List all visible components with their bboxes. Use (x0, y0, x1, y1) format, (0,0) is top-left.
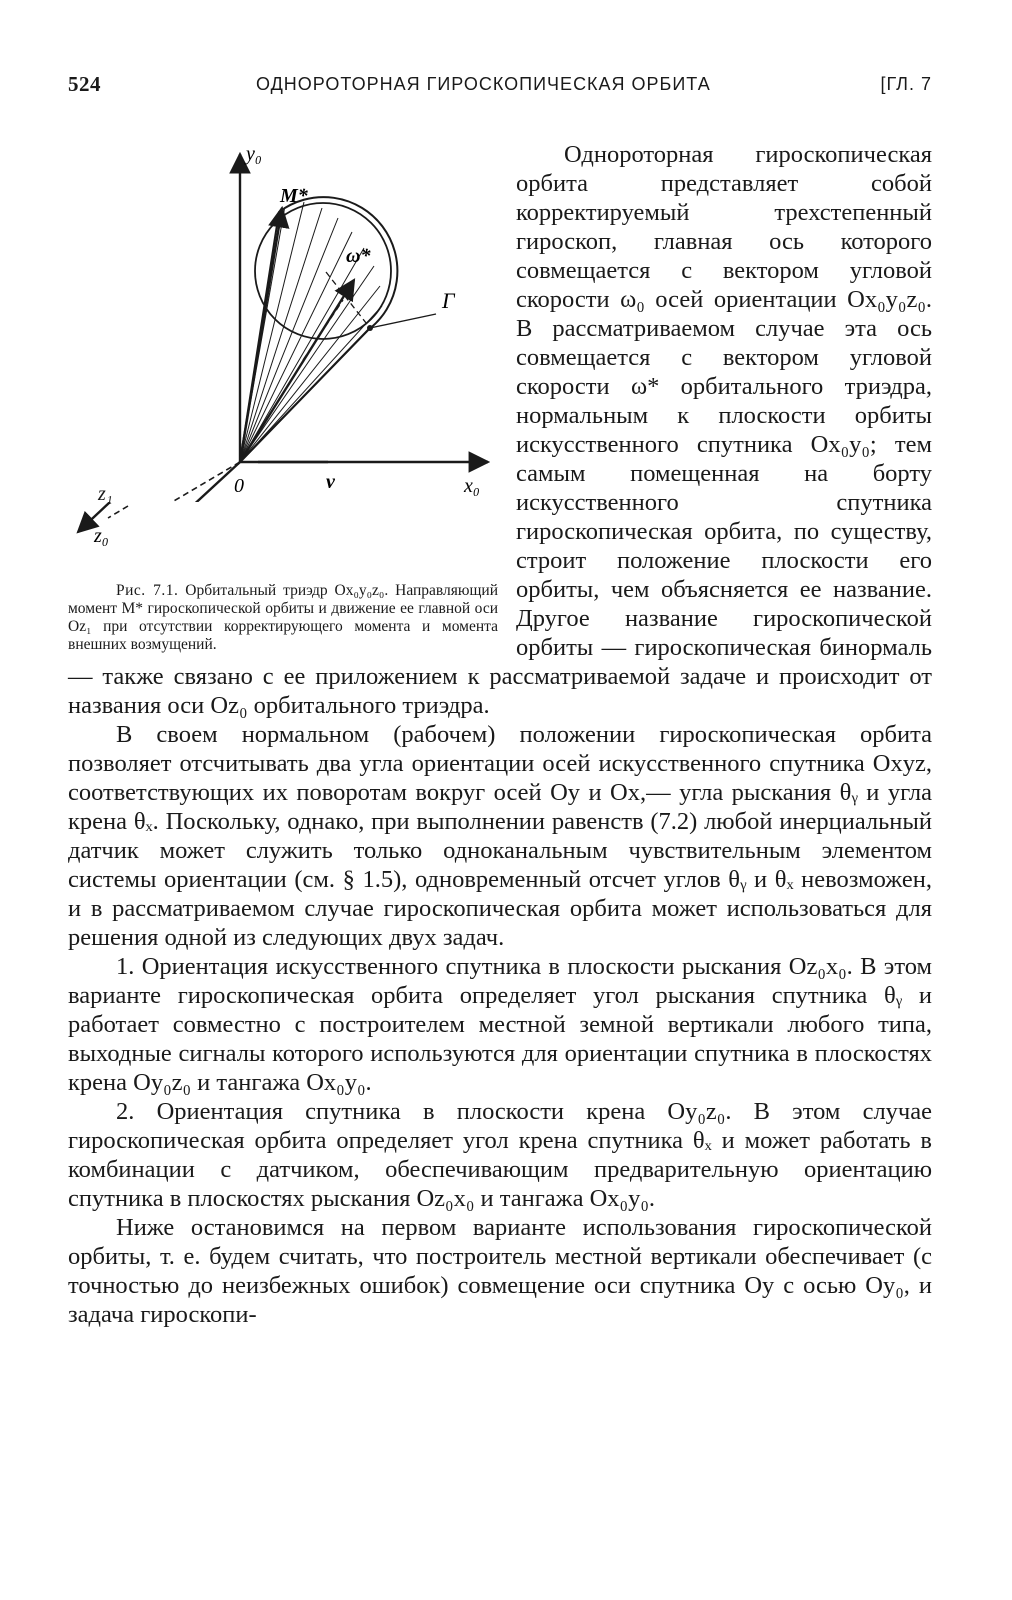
omega-star-vector (240, 280, 354, 462)
lower-axes (68, 502, 498, 582)
caption-text: Орбитальный триэдр Ox₀y₀z₀. Направляющий момент M* гироскопической орбиты и движение ее главной оси Oz₁ при отсутствии корректирующего момента и момента внешних возмущений. (68, 582, 499, 653)
label-m-star: M* (280, 185, 308, 207)
paragraph-1: Однороторная гироскопическая орбита представляет собой корректируемый трехстепенный гироскоп, главная ось которого совмещается с вектором угловой скорости ω₀ осей ориентации Ox₀y₀z₀. В рассматриваемом случае эта ось совмещается с вектором угловой скорости ω* орбитального триэдра, нормальным к плоскости орбиты искусственного спутника Ox₀y₀; тем самым помещенная на борту искусственного спутника гироскопическая орбита, по существу, строит положение плоскости его орбиты, чем объясняется ее название. Другое название гироскопической орбиты — гироскопическая бинормаль — также связано с ее приложением к рассматриваемой задаче и происходит от названия оси Oz₀ орбитального триэдра. (68, 141, 932, 719)
label-origin: 0 (234, 475, 244, 497)
caption-label: Рис. 7.1. (116, 582, 179, 599)
label-gamma: Г (442, 288, 455, 313)
gamma-leader (370, 314, 436, 328)
paragraph-2: В своем нормальном (рабочем) положении гироскопическая орбита позволяет отсчитывать два угла ориентации осей искусственного спутника Oxyz, соответствующих их поворотам вокруг осей Oy и Ox,— угла рыскания θᵧ и угла крена θₓ. Поскольку, однако, при выполнении равенств (7.2) любой инерциальный датчик может служить только одноканальным чувствительным элементом системы ориентации (см. § 1.5), одновременный отсчет углов θᵧ и θₓ невозможен, и в рассматриваемом случае гироскопическая орбита может использоваться для решения одной из следующих двух задач. (68, 721, 932, 951)
label-omega-star: ω* (346, 245, 371, 267)
paragraph-3: 1. Ориентация искусственного спутника в плоскости рыскания Oz₀x₀. В этом варианте гироскопическая орбита определяет угол рыскания спутника θᵧ и работает совместно с построителем местной земной вертикали любого типа, выходные сигналы которого используются для ориентации спутника в плоскостях крена Oy₀z₀ и тангажа Ox₀y₀. (68, 953, 932, 1096)
chapter-marker: [ГЛ. 7 (880, 74, 932, 94)
figure-caption (68, 582, 498, 654)
page-number: 524 (68, 72, 101, 96)
label-z1: z₁ (98, 483, 113, 505)
cone-radius-dashed (326, 272, 370, 328)
z1-axis (128, 462, 240, 502)
label-v: v (326, 471, 335, 493)
running-title: ОДНОРОТОРНАЯ ГИРОСКОПИЧЕСКАЯ ОРБИТА (256, 74, 711, 94)
paragraph-5: Ниже остановимся на первом варианте использования гироскопической орбиты, т. е. будем считать, что построитель местной вертикали обеспечивает (с точностью до неизбежных ошибок) совмещение оси спутника Oy с осью Oy₀, и задача гироскопи- (68, 1214, 932, 1328)
page-body (68, 140, 932, 1329)
z0-label-area (68, 502, 498, 582)
z0-axis (110, 462, 240, 502)
figure-7-1 (68, 140, 498, 654)
label-z0: z₀ (94, 525, 109, 547)
label-x0: x₀ (464, 475, 480, 497)
label-y0: y₀ (246, 143, 262, 165)
paragraph-4: 2. Ориентация спутника в плоскости крена Oy₀z₀. В этом случае гироскопическая орбита определяет угол крена спутника θₓ и может работать в комбинации с датчиком, обеспечивающим предварительную ориентацию спутника в плоскостях рыскания Oz₀x₀ и тангажа Ox₀y₀. (68, 1098, 932, 1212)
running-header (68, 72, 932, 106)
orbital-triad-diagram (68, 140, 498, 502)
